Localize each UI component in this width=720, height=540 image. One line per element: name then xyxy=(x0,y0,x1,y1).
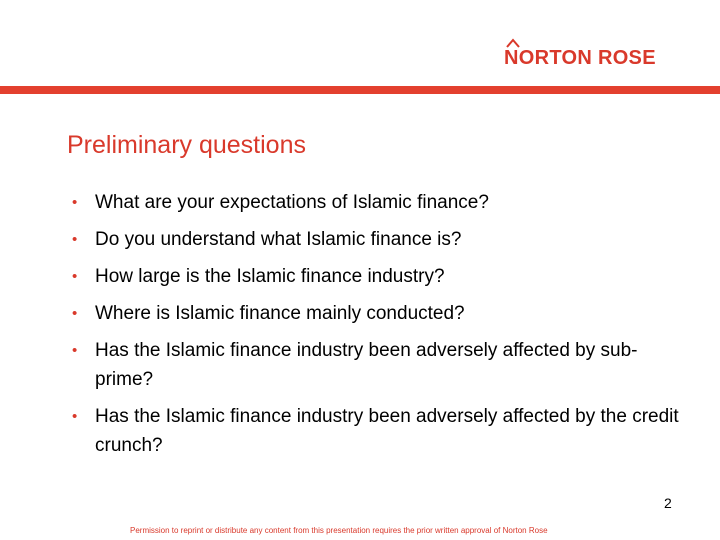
bullet-text: Where is Islamic finance mainly conducted? xyxy=(95,303,465,324)
bullet-item xyxy=(70,336,690,394)
header-divider xyxy=(0,86,720,94)
bullet-item xyxy=(70,299,690,328)
bullet-list xyxy=(70,188,690,468)
copyright-notice: Permission to reprint or distribute any content from this presentation requires the prior written approval of Norton Rose xyxy=(130,526,548,535)
logo-text: NORTON ROSE xyxy=(504,47,656,69)
bullet-text: Has the Islamic finance industry been adversely affected by the credit crunch? xyxy=(95,406,679,456)
bullet-text: What are your expectations of Islamic finance? xyxy=(95,192,489,213)
bullet-item xyxy=(70,262,690,291)
bullet-text: Do you understand what Islamic finance is? xyxy=(95,229,462,250)
slide-title: Preliminary questions xyxy=(67,131,306,159)
bullet-text: Has the Islamic finance industry been adversely affected by sub-prime? xyxy=(95,340,638,390)
bullet-icon: • xyxy=(72,305,78,322)
bullet-item xyxy=(70,225,690,254)
norton-rose-logo xyxy=(504,38,664,70)
bullet-item xyxy=(70,402,690,460)
bullet-text: How large is the Islamic finance industry? xyxy=(95,266,445,287)
bullet-icon: • xyxy=(72,408,78,425)
page-number: 2 xyxy=(664,495,672,511)
bullet-item xyxy=(70,188,690,217)
bullet-icon: • xyxy=(72,268,78,285)
bullet-icon: • xyxy=(72,342,78,359)
bullet-icon: • xyxy=(72,194,78,211)
bullet-icon: • xyxy=(72,231,78,248)
